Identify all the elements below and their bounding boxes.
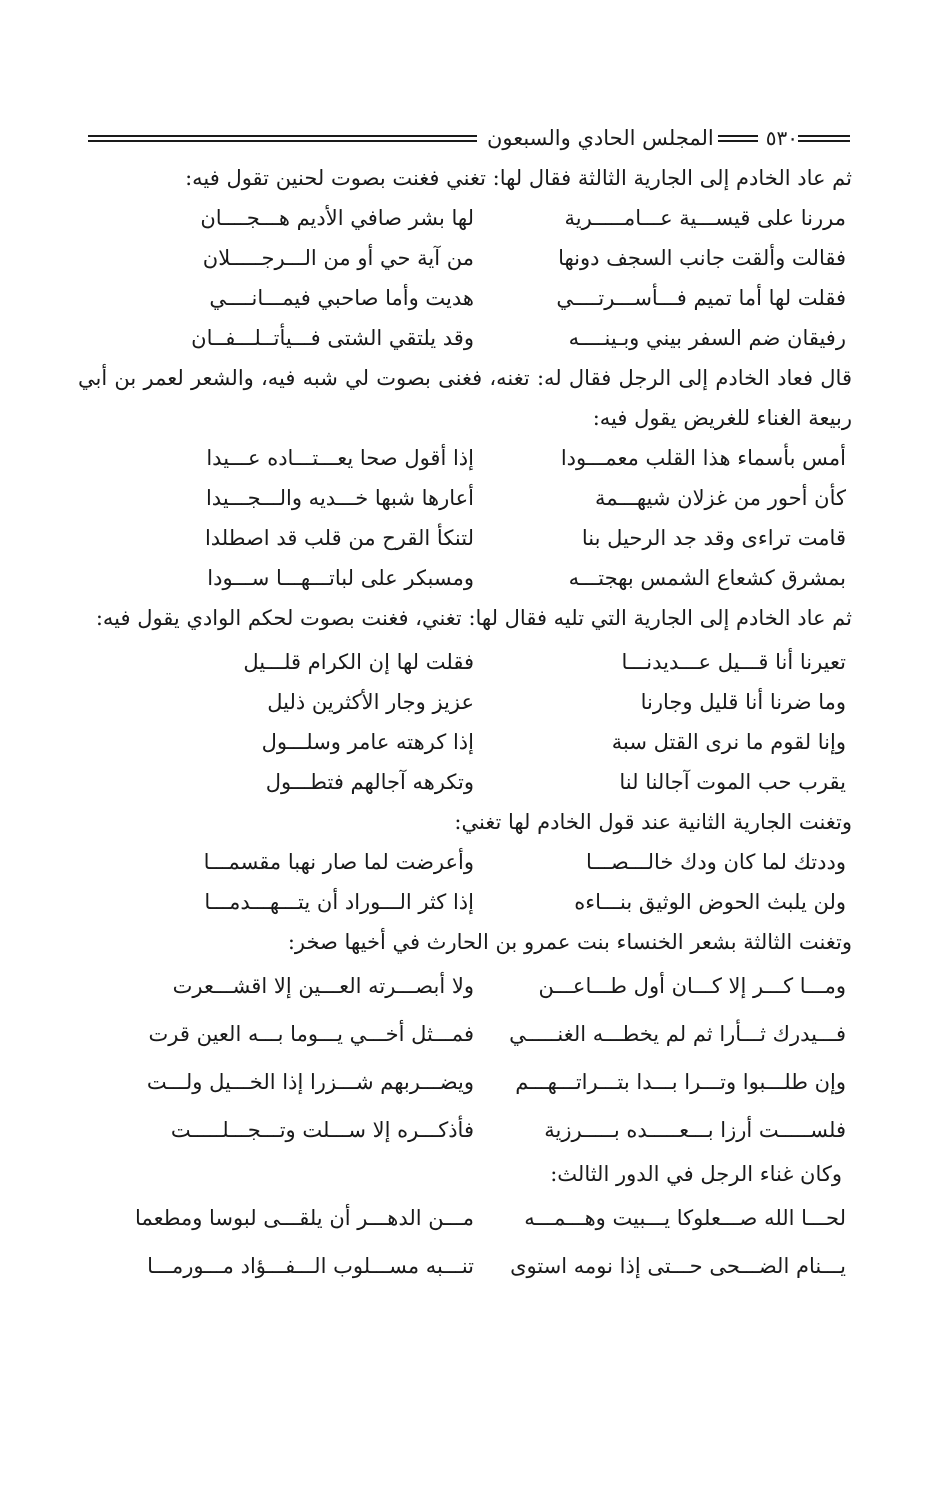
verse-first-hemistich: يـــنام الضـــحى حـــتى إذا نومه استوى <box>510 1254 846 1278</box>
verse-line <box>78 278 858 318</box>
verse-first-hemistich: وددتك لما كان ودك خالـــصـــا <box>586 850 846 874</box>
verse-line <box>78 842 858 882</box>
verse-line <box>78 682 858 722</box>
poem-stanza-3 <box>78 642 858 802</box>
header-rule-right <box>798 135 850 142</box>
verse-line <box>78 642 858 682</box>
verse-line <box>78 318 858 358</box>
chapter-title: المجلس الحادي والسبعون <box>486 126 714 150</box>
verse-line <box>78 962 858 1010</box>
verse-second-hemistich: وتكرهه آجالهم فتطـــول <box>265 770 474 794</box>
verse-line <box>78 882 858 922</box>
header-rule-long <box>88 135 477 142</box>
paragraph-5: وتغنت الثالثة بشعر الخنساء بنت عمرو بن الحارث في أخيها صخر: <box>287 930 852 954</box>
verse-second-hemistich: إذا كرهته عامر وسلـــول <box>261 730 474 754</box>
verse-second-hemistich: إذا كثر الـــوراد أن يتـــهـــدمـــا <box>204 890 474 914</box>
verse-second-hemistich: ومسبكر على لباتـــهـــا ســـودا <box>207 566 474 590</box>
verse-first-hemistich: ومـــا كـــر إلا كـــان أول طـــاعـــن <box>538 974 846 998</box>
verse-first-hemistich: قامت تراءى وقد جد الرحيل بنا <box>581 526 846 550</box>
verse-second-hemistich: ويضـــربهم شـــزرا إذا الخـــيل ولـــت <box>146 1070 474 1094</box>
verse-first-hemistich: كأن أحور من غزلان شيهـــمة <box>595 486 846 510</box>
paragraph-6: وكان غناء الرجل في الدور الثالث: <box>550 1162 842 1186</box>
verse-first-hemistich: تعيرنا أنا قـــيل عـــديدنـــا <box>621 650 846 674</box>
verse-second-hemistich: تنـــبه مســـلوب الـــفـــؤاد مـــورمـــا <box>147 1254 474 1278</box>
verse-second-hemistich: وأعرضت لما صار نهبا مقسمـــا <box>203 850 474 874</box>
verse-line <box>78 1242 858 1290</box>
poem-stanza-4 <box>78 842 858 922</box>
verse-line <box>78 1106 858 1154</box>
verse-second-hemistich: مـــن الدهـــر أن يلقـــى لبوسا ومطعما <box>135 1206 474 1230</box>
verse-first-hemistich: ولن يلبث الحوض الوثيق بنـــاءه <box>574 890 846 914</box>
verse-first-hemistich: يقرب حب الموت آجالنا لنا <box>619 770 846 794</box>
verse-second-hemistich: من آية حي أو من الـــرجـــــلان <box>202 246 474 270</box>
verse-first-hemistich: فلســـــت أرزا بـــعـــــده بـــــرزية <box>544 1118 846 1142</box>
verse-second-hemistich: فقلت لها إن الكرام قلـــيل <box>243 650 474 674</box>
verse-line <box>78 722 858 762</box>
paragraph-3: ثم عاد الخادم إلى الجارية التي تليه فقال لها: تغني، فغنت بصوت لحكم الوادي يقول فيه: <box>95 606 852 630</box>
page-number: ٥٣٠ <box>765 126 798 150</box>
poem-stanza-2 <box>78 438 858 598</box>
verse-first-hemistich: فـــيدرك ثـــأرا ثم لم يخطـــه الغنـــــي <box>509 1022 846 1046</box>
verse-second-hemistich: لها بشر صافي الأديم هـــجــــان <box>200 206 474 230</box>
poem-stanza-6 <box>78 1194 858 1290</box>
verse-line <box>78 1194 858 1242</box>
verse-second-hemistich: وقد يلتقي الشتى فـــيأتــلـــفــان <box>191 326 474 350</box>
verse-first-hemistich: رفيقان ضم السفر بيني وبـينــــه <box>568 326 846 350</box>
verse-second-hemistich: أعارها شبها خـــديه والـــجـــيدا <box>205 486 474 510</box>
verse-line <box>78 438 858 478</box>
verse-second-hemistich: هديت وأما صاحبي فيمـــانــــي <box>209 286 474 310</box>
verse-second-hemistich: فمـــثل أخـــي يـــوما بـــه العين قرت <box>148 1022 474 1046</box>
paragraph-2: قال فعاد الخادم إلى الرجل فقال له: تغنه، فغنى بصوت لي شبه فيه، والشعر لعمر بن أبي ربيعة الغناء للغريض يقول فيه: <box>78 366 852 430</box>
paragraph-4: وتغنت الجارية الثانية عند قول الخادم لها تغني: <box>454 810 852 834</box>
verse-second-hemistich: فأذكـــره إلا ســـلت وتـــجـــلـــــت <box>170 1118 474 1142</box>
verse-first-hemistich: بمشرق كشعاع الشمس بهجتـــه <box>568 566 846 590</box>
verse-first-hemistich: مررنا على قيســـية عـــامـــــرية <box>564 206 846 230</box>
verse-first-hemistich: وما ضرنا أنا قليل وجارنا <box>640 690 846 714</box>
verse-first-hemistich: أمس بأسماء هذا القلب معمـــودا <box>560 446 846 470</box>
poem-stanza-1 <box>78 198 858 358</box>
poem-stanza-5 <box>78 962 858 1154</box>
verse-line <box>78 1010 858 1058</box>
verse-second-hemistich: لتنكأ القرح من قلب قد اصطلدا <box>204 526 474 550</box>
verse-line <box>78 238 858 278</box>
verse-second-hemistich: إذا أقول صحا يعـــتـــاده عـــيدا <box>206 446 474 470</box>
running-header <box>78 118 858 158</box>
verse-first-hemistich: فقلت لها أما تميم فـــأســـرتــــي <box>556 286 846 310</box>
verse-first-hemistich: لحـــا الله صـــعلوكا يـــبيت وهـــمـــه <box>524 1206 846 1230</box>
verse-line <box>78 762 858 802</box>
verse-line <box>78 558 858 598</box>
verse-line <box>78 198 858 238</box>
paragraph-1: ثم عاد الخادم إلى الجارية الثالثة فقال لها: تغني فغنت بصوت لحنين تقول فيه: <box>185 166 852 190</box>
document-page <box>78 118 858 1290</box>
verse-line <box>78 518 858 558</box>
verse-first-hemistich: فقالت وألقت جانب السجف دونها <box>558 246 846 270</box>
verse-first-hemistich: وإن طلـــبوا وتـــرا بـــدا بتـــراتـــهـــم <box>515 1070 846 1094</box>
verse-line <box>78 1058 858 1106</box>
verse-first-hemistich: وإنا لقوم ما نرى القتل سبة <box>611 730 846 754</box>
verse-second-hemistich: عزيز وجار الأكثرين ذليل <box>267 690 474 714</box>
verse-line <box>78 478 858 518</box>
header-rule-short <box>718 135 758 142</box>
verse-second-hemistich: ولا أبصـــرته العـــين إلا اقشـــعرت <box>172 974 474 998</box>
